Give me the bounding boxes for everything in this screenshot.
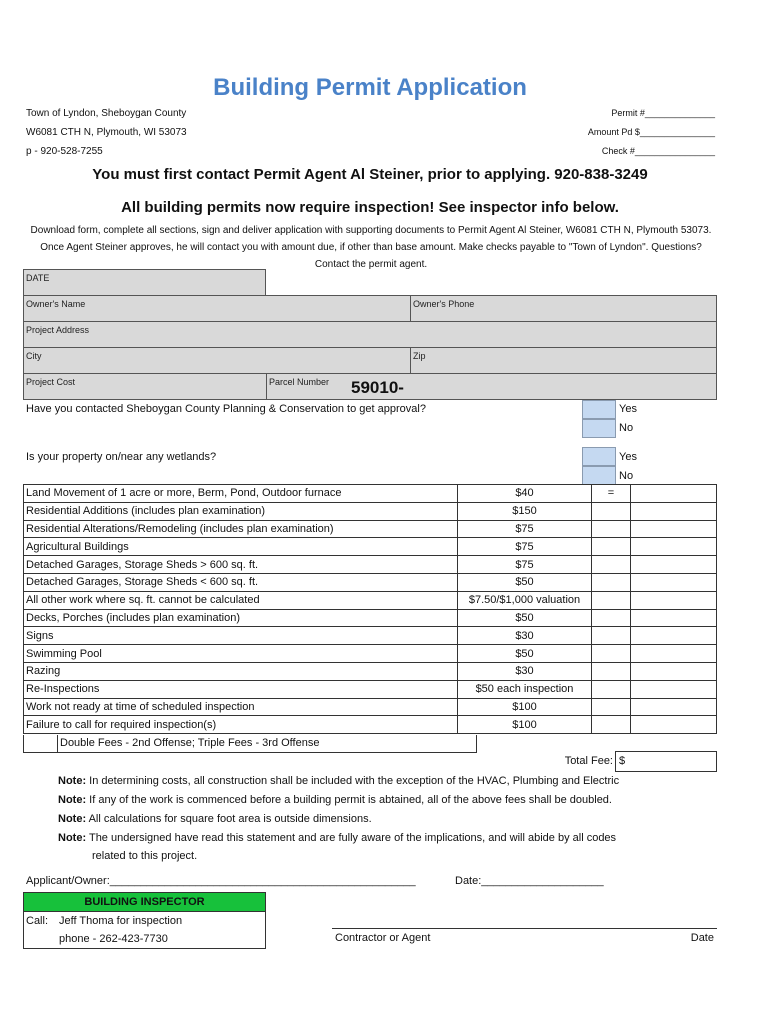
fee-selection-cell[interactable] xyxy=(592,591,631,609)
fee-amount: $30 xyxy=(458,662,592,680)
fee-total-cell[interactable] xyxy=(631,698,717,716)
fee-description: Detached Garages, Storage Sheds > 600 sq. ft. xyxy=(24,556,458,574)
fee-total-cell[interactable] xyxy=(631,520,717,538)
fee-description: Residential Additions (includes plan examination) xyxy=(24,502,458,520)
note-4-continuation: related to this project. xyxy=(92,850,198,862)
fee-amount: $50 xyxy=(458,573,592,591)
fee-selection-cell[interactable] xyxy=(592,538,631,556)
note-label: Note: xyxy=(58,794,87,806)
inspector-name: Jeff Thoma for inspection xyxy=(59,915,183,927)
city-label: City xyxy=(26,351,42,361)
fee-selection-cell[interactable] xyxy=(592,502,631,520)
fee-total-cell[interactable] xyxy=(631,573,717,591)
fee-description: Agricultural Buildings xyxy=(24,538,458,556)
fee-total-cell[interactable] xyxy=(631,645,717,663)
fee-selection-cell[interactable] xyxy=(592,662,631,680)
fee-description: Swimming Pool xyxy=(24,645,458,663)
fee-description: Failure to call for required inspection(s) xyxy=(24,716,458,734)
fee-description: Detached Garages, Storage Sheds < 600 sq. ft. xyxy=(24,573,458,591)
fee-row xyxy=(24,662,717,680)
contractor-signature-line[interactable] xyxy=(332,928,717,929)
fee-amount: $50 xyxy=(458,645,592,663)
parcel-number-label: Parcel Number xyxy=(269,377,330,387)
fee-selection-cell[interactable] xyxy=(592,627,631,645)
fee-description: All other work where sq. ft. cannot be calculated xyxy=(24,591,458,609)
fee-schedule-table xyxy=(23,484,717,734)
fee-row xyxy=(24,520,717,538)
fee-total-cell[interactable] xyxy=(631,591,717,609)
fee-description: Residential Alterations/Remodeling (includes plan examination) xyxy=(24,520,458,538)
date-label: DATE xyxy=(26,273,50,283)
fee-total-cell[interactable] xyxy=(631,556,717,574)
fee-row xyxy=(24,502,717,520)
inspector-phone: phone - 262-423-7730 xyxy=(59,933,168,945)
owner-phone-label: Owner's Phone xyxy=(413,299,475,309)
owner-phone-field[interactable] xyxy=(410,295,717,322)
county-approval-question: Have you contacted Sheboygan County Planning & Conservation to get approval? xyxy=(26,403,426,415)
fee-selection-cell[interactable] xyxy=(592,698,631,716)
fee-selection-cell[interactable] xyxy=(592,520,631,538)
check-number-field[interactable]: Check #________________ xyxy=(601,146,715,156)
fee-description: Decks, Porches (includes plan examination) xyxy=(24,609,458,627)
project-cost-label: Project Cost xyxy=(26,377,76,387)
note-label: Note: xyxy=(58,813,87,825)
contractor-label: Contractor or Agent xyxy=(335,932,431,944)
note-3 xyxy=(58,810,372,828)
project-address-field[interactable] xyxy=(23,321,717,348)
contractor-date-label: Date xyxy=(690,932,714,944)
note-label: Note: xyxy=(58,775,87,787)
fee-row xyxy=(24,609,717,627)
applicant-signature-line[interactable]: Applicant/Owner:__________________________________________________ xyxy=(26,875,416,887)
note-label: Note: xyxy=(58,832,87,844)
fee-description: Work not ready at time of scheduled inspection xyxy=(24,698,458,716)
fee-description: Signs xyxy=(24,627,458,645)
wetlands-no-checkbox[interactable] xyxy=(582,466,616,485)
fee-description: Land Movement of 1 acre or more, Berm, Pond, Outdoor furnace xyxy=(24,485,458,503)
note-text: If any of the work is commenced before a building permit is abtained, all of the above fees shall be doubled. xyxy=(89,794,612,806)
town-address: W6081 CTH N, Plymouth, WI 53073 xyxy=(26,127,187,138)
county-approval-no-label: No xyxy=(619,422,634,434)
page-title: Building Permit Application xyxy=(213,74,527,101)
inspection-notice: All building permits now require inspection! See inspector info below. xyxy=(121,199,619,216)
project-cost-field[interactable] xyxy=(23,373,267,400)
fee-row xyxy=(24,538,717,556)
total-fee-label: Total Fee: xyxy=(564,755,613,767)
fee-selection-cell[interactable] xyxy=(592,556,631,574)
fee-total-cell[interactable] xyxy=(631,680,717,698)
owner-name-label: Owner's Name xyxy=(26,299,86,309)
project-address-label: Project Address xyxy=(26,325,90,335)
fee-amount: $50 each inspection xyxy=(458,680,592,698)
note-4 xyxy=(58,829,616,847)
fee-total-cell[interactable] xyxy=(631,627,717,645)
fee-row xyxy=(24,716,717,734)
permit-number-field[interactable]: Permit #______________ xyxy=(611,108,715,118)
wetlands-yes-label: Yes xyxy=(619,451,637,463)
date-field[interactable] xyxy=(23,269,266,296)
double-fees-text: Double Fees - 2nd Offense; Triple Fees - 3rd Offense xyxy=(57,735,477,753)
fee-row xyxy=(24,645,717,663)
fee-total-cell[interactable] xyxy=(631,716,717,734)
instructions-text: Download form, complete all sections, sign and deliver application with supporting documents to Permit Agent Al Steiner, W6081 CTH N, Plymouth 53073. Once Agent Steiner approves, he will contact you with amount due, if other than base amount. Make checks payable to "Town of Lyndon". Questions? Contact the permit agent. xyxy=(30,225,712,270)
fee-row xyxy=(24,573,717,591)
fee-total-cell[interactable] xyxy=(631,538,717,556)
fee-description: Re-Inspections xyxy=(24,680,458,698)
fee-total-cell[interactable] xyxy=(631,502,717,520)
note-text: In determining costs, all construction shall be included with the exception of the HVAC, Plumbing and Electric xyxy=(89,775,620,787)
owner-name-field[interactable] xyxy=(23,295,411,322)
parcel-number-field[interactable] xyxy=(266,373,717,400)
fee-selection-cell[interactable] xyxy=(592,645,631,663)
fee-total-cell[interactable] xyxy=(631,485,717,503)
town-name: Town of Lyndon, Sheboygan County xyxy=(26,108,187,119)
fee-row xyxy=(24,627,717,645)
amount-paid-field[interactable]: Amount Pd $_______________ xyxy=(587,127,715,137)
town-phone: p - 920-528-7255 xyxy=(26,146,103,157)
zip-field[interactable] xyxy=(410,347,717,374)
permit-agent-notice: You must first contact Permit Agent Al Steiner, prior to applying. 920-838-3249 xyxy=(92,166,648,183)
fee-selection-cell[interactable] xyxy=(592,609,631,627)
fee-row xyxy=(24,591,717,609)
note-text: All calculations for square foot area is outside dimensions. xyxy=(88,813,372,825)
wetlands-yes-checkbox[interactable] xyxy=(582,447,616,466)
note-1 xyxy=(58,772,619,790)
fee-amount: $7.50/$1,000 valuation xyxy=(458,591,592,609)
fee-selection-cell[interactable]: = xyxy=(592,485,631,503)
fee-selection-cell[interactable] xyxy=(592,573,631,591)
fee-amount: $75 xyxy=(458,520,592,538)
fee-amount: $100 xyxy=(458,698,592,716)
fee-amount: $75 xyxy=(458,538,592,556)
parcel-prefix: 59010- xyxy=(351,378,404,397)
total-fee-field[interactable] xyxy=(615,751,717,772)
fee-selection-cell[interactable] xyxy=(592,680,631,698)
county-approval-yes-label: Yes xyxy=(619,403,637,415)
zip-label: Zip xyxy=(413,351,426,361)
double-fees-spacer xyxy=(23,735,58,753)
fee-amount: $75 xyxy=(458,556,592,574)
fee-selection-cell[interactable] xyxy=(592,716,631,734)
total-fee-currency: $ xyxy=(619,755,626,767)
county-approval-yes-checkbox[interactable] xyxy=(582,400,616,419)
fee-amount: $40 xyxy=(458,485,592,503)
fee-amount: $100 xyxy=(458,716,592,734)
fee-amount: $150 xyxy=(458,502,592,520)
wetlands-question: Is your property on/near any wetlands? xyxy=(26,451,217,463)
fee-row xyxy=(24,485,717,503)
building-inspector-box xyxy=(23,892,266,949)
fee-total-cell[interactable] xyxy=(631,609,717,627)
fee-row xyxy=(24,556,717,574)
city-field[interactable] xyxy=(23,347,411,374)
note-text: The undersigned have read this statement and are fully aware of the implications, and will abide by all codes xyxy=(88,832,617,844)
fee-description: Razing xyxy=(24,662,458,680)
note-2 xyxy=(58,791,612,809)
fee-row xyxy=(24,698,717,716)
inspector-call-label: Call: xyxy=(26,915,49,927)
fee-row xyxy=(24,680,717,698)
building-inspector-heading: BUILDING INSPECTOR xyxy=(24,893,265,912)
applicant-date-line[interactable]: Date:____________________ xyxy=(455,875,604,887)
county-approval-no-checkbox[interactable] xyxy=(582,419,616,438)
wetlands-no-label: No xyxy=(619,470,634,482)
fee-amount: $30 xyxy=(458,627,592,645)
fee-total-cell[interactable] xyxy=(631,662,717,680)
fee-amount: $50 xyxy=(458,609,592,627)
